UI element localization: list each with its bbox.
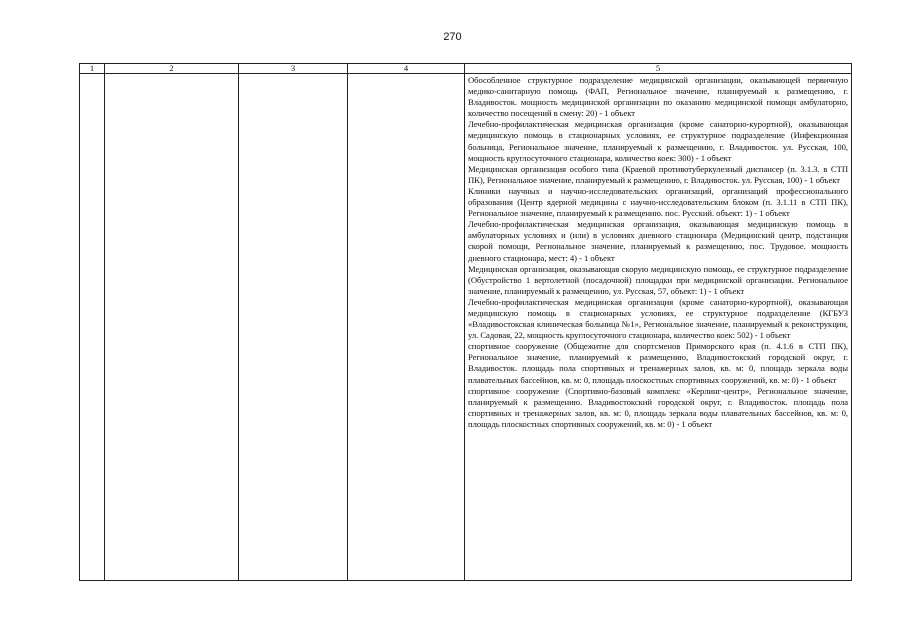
object-entry: Клиники научных и научно-исследовательских организаций, организаций профессионального образования (Центр ядерной медицины с научно-исследовательским блоком (п. 3.1.11 в СТП ПК), Региональное значение, планируемый к размещению. пос. Русский. объект: 1) - 1 объект (468, 185, 848, 219)
document-table (79, 63, 852, 581)
cell-col-4 (348, 74, 465, 581)
cell-col-2 (105, 74, 239, 581)
column-header-4: 4 (348, 64, 465, 74)
object-entry: Обособленное структурное подразделение медицинской организации, оказывающей первичную медико-санитарную помощь (ФАП, Региональное значение, планируемый к размещению, г. Владивосток. мощность медицинской организации по оказанию медицинской помощи амбулаторно, количество посещений в смену: 20) - 1 объект (468, 75, 848, 119)
cell-col-3 (239, 74, 348, 581)
page-number: 270 (443, 31, 462, 43)
cell-col-5 (465, 74, 852, 581)
object-entry: спортивное сооружение (Спортивно-базовый комплекс «Керлинг-центр», Региональное значение, планируемый к размещению. Владивостокский городской округ, г. Владивосток. площадь пола спортивных и тренажерных залов, кв. м: 0, площадь зеркала воды плавательных бассейнов, кв. м: 0, площадь плоскостных спортивных сооружений, кв. м: 0) - 1 объект (468, 385, 848, 429)
column-header-5: 5 (465, 64, 852, 74)
cell-col-1 (80, 74, 105, 581)
object-entry: Медицинская организация, оказывающая скорую медицинскую помощь, ее структурное подразделение (Обустройство 1 вертолетной (посадочной) площадки при медицинской организации. Региональное значение, планируемый к размещению, ул. Русская, 57, объект: 1) - 1 объект (468, 263, 848, 296)
column-header-1: 1 (80, 64, 105, 74)
column-header-3: 3 (239, 64, 348, 74)
table-row (80, 74, 852, 581)
table-header-row (80, 64, 852, 74)
object-entry: Медицинская организация особого типа (Краевой противотуберкулезный диспансер (п. 3.1.3. в СТП ПК), Региональное значение, планируемый к размещению, г. Владивосток. ул. Русская, 100) - 1 объект (468, 163, 848, 185)
object-entry: Лечебно-профилактическая медицинская организация, оказывающая медицинскую помощь в амбулаторных условиях и (или) в условиях дневного стационара (Медицинский центр, подстанция скорой помощи, Региональное значение, планируемый к размещению, пос. Трудовое. мощность дневного стационара, мест: 4) - 1 объект (468, 219, 848, 263)
object-entry: Лечебно-профилактическая медицинская организация (кроме санаторно-курортной), оказывающая медицинскую помощь в стационарных условиях, ее структурное подразделение (КГБУЗ «Владивостокская клиническая больница №1», Региональное значение, планируемый к реконструкции, ул. Садовая, 22, мощность круглосуточного стационара, количество коек: 502) - 1 объект (468, 296, 848, 341)
column-header-2: 2 (105, 64, 239, 74)
object-entry: Лечебно-профилактическая медицинская организация (кроме санаторно-курортной), оказывающая медицинскую помощь в стационарных условиях, ее структурное подразделение (Инфекционная больница, Региональное значение, планируемый к размещению, г. Владивосток. ул. Русская, 100, мощность круглосуточного стационара, количество коек: 300) - 1 объект (468, 119, 848, 163)
object-entry: спортивное сооружение (Общежитие для спортсменов Приморского края (п. 4.1.6 в СТП ПК), Региональное значение, планируемый к размещению, Владивостокский городской округ, г. Владивосток. площадь пола спортивных и тренажерных залов, кв. м: 0, площадь зеркала воды плавательных бассейнов, кв. м: 0, площадь плоскостных спортивных сооружений, кв. м: 0) - 1 объект (468, 341, 848, 385)
